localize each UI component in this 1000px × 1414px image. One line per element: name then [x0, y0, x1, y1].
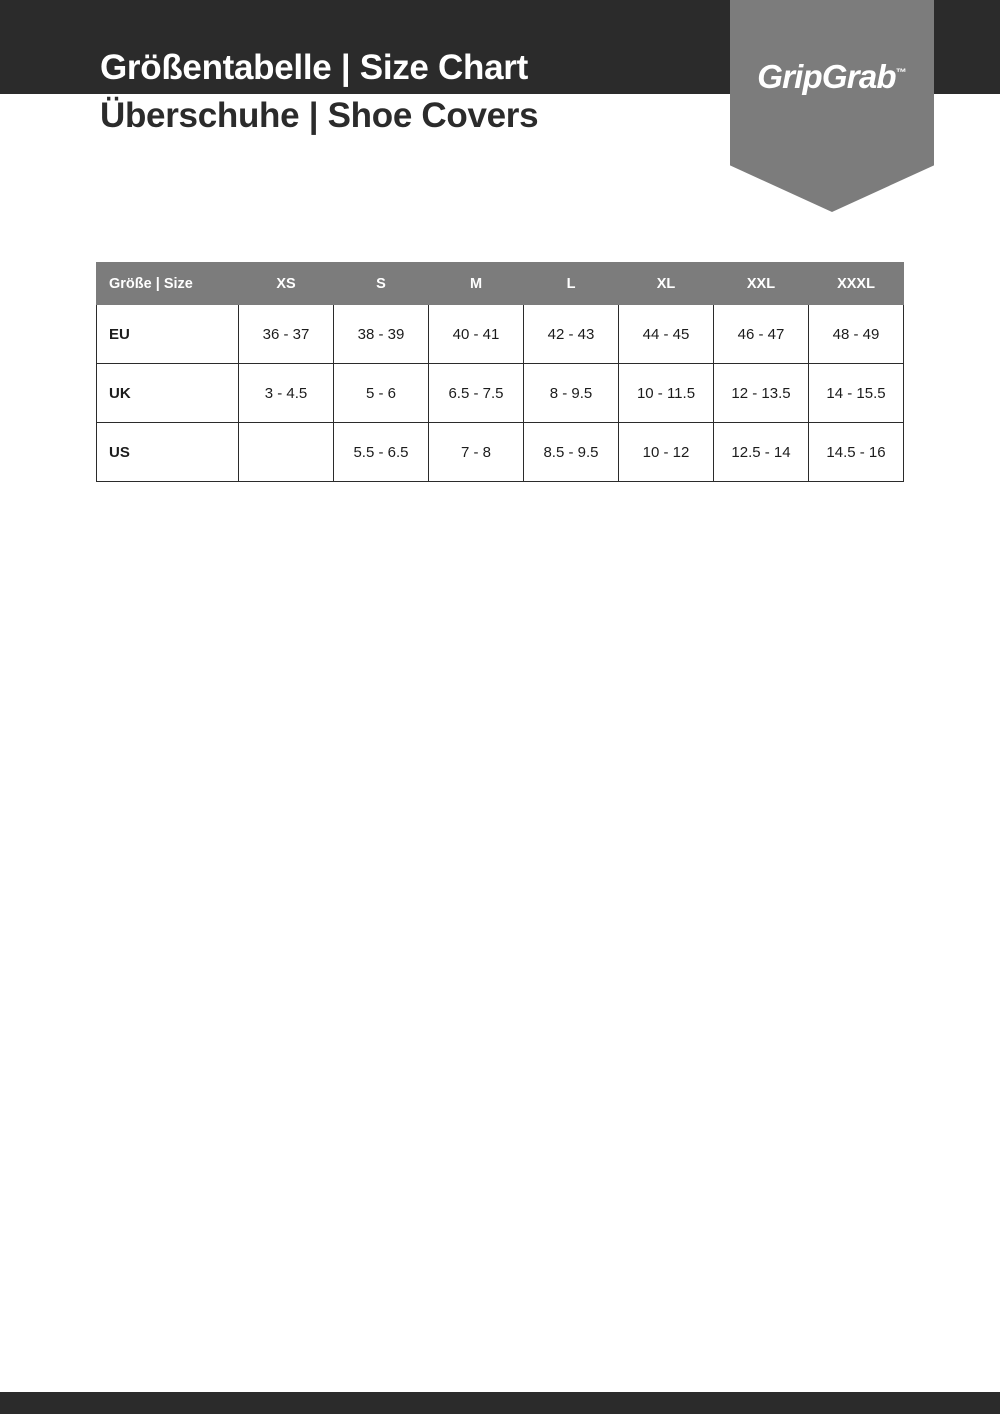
- cell-uk-xxxl: 14 - 15.5: [809, 364, 904, 423]
- footer-bar: [0, 1392, 1000, 1414]
- cell-us-xxl: 12.5 - 14: [714, 423, 809, 482]
- cell-eu-xs: 36 - 37: [239, 305, 334, 364]
- table-column-header-xxxl: XXXL: [809, 263, 904, 305]
- cell-us-xs: [239, 423, 334, 482]
- trademark-icon: ™: [895, 67, 907, 79]
- cell-uk-l: 8 - 9.5: [524, 364, 619, 423]
- table-body: [97, 305, 904, 482]
- table-column-header-xs: XS: [239, 263, 334, 305]
- row-label-eu: EU: [97, 305, 239, 364]
- cell-eu-l: 42 - 43: [524, 305, 619, 364]
- cell-eu-xxxl: 48 - 49: [809, 305, 904, 364]
- cell-uk-xs: 3 - 4.5: [239, 364, 334, 423]
- page-title-block: [100, 48, 740, 137]
- cell-us-xxxl: 14.5 - 16: [809, 423, 904, 482]
- table-column-header-xxl: XXL: [714, 263, 809, 305]
- table-row: [97, 423, 904, 482]
- table-column-header-l: L: [524, 263, 619, 305]
- table-corner-header: Größe | Size: [97, 263, 239, 305]
- size-chart-table: [96, 262, 904, 482]
- table-column-header-m: M: [429, 263, 524, 305]
- table-row: [97, 364, 904, 423]
- brand-logo-text: GripGrab: [757, 58, 896, 95]
- cell-uk-s: 5 - 6: [334, 364, 429, 423]
- cell-eu-xxl: 46 - 47: [714, 305, 809, 364]
- cell-us-xl: 10 - 12: [619, 423, 714, 482]
- brand-banner-shape: [730, 0, 934, 212]
- table-row: [97, 305, 904, 364]
- table-column-header-s: S: [334, 263, 429, 305]
- cell-uk-xxl: 12 - 13.5: [714, 364, 809, 423]
- cell-eu-xl: 44 - 45: [619, 305, 714, 364]
- row-label-us: US: [97, 423, 239, 482]
- table-header: [97, 263, 904, 305]
- cell-eu-s: 38 - 39: [334, 305, 429, 364]
- page-title: Größentabelle | Size Chart: [100, 48, 528, 87]
- row-label-uk: UK: [97, 364, 239, 423]
- table-column-header-xl: XL: [619, 263, 714, 305]
- cell-us-l: 8.5 - 9.5: [524, 423, 619, 482]
- cell-uk-m: 6.5 - 7.5: [429, 364, 524, 423]
- cell-us-m: 7 - 8: [429, 423, 524, 482]
- cell-us-s: 5.5 - 6.5: [334, 423, 429, 482]
- cell-uk-xl: 10 - 11.5: [619, 364, 714, 423]
- cell-eu-m: 40 - 41: [429, 305, 524, 364]
- page-subtitle: Überschuhe | Shoe Covers: [100, 96, 539, 136]
- brand-logo: [730, 58, 934, 96]
- table-header-row: [97, 263, 904, 305]
